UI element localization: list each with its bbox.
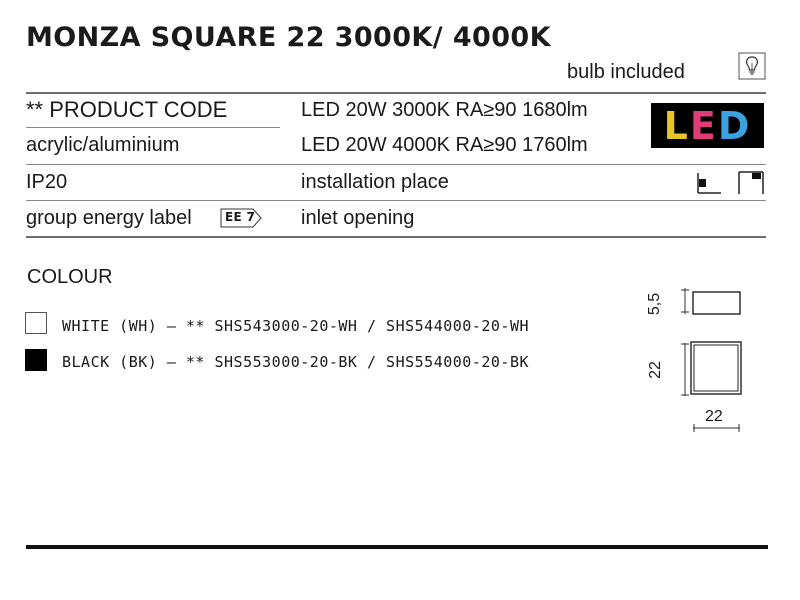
ip-rating-value: IP20 (26, 171, 68, 193)
colour-option-white: WHITE (WH) – ** SHS543000-20-WH / SHS544000-20-WH (62, 317, 530, 335)
led-letter: L (663, 103, 690, 148)
material-value: acrylic/aluminium (26, 134, 180, 156)
lightbulb-icon (738, 52, 766, 80)
table-row-divider (26, 127, 280, 128)
dimension-height-label: 5,5 (646, 292, 664, 316)
table-bottom-rule (26, 236, 766, 238)
black-swatch (25, 349, 47, 371)
inlet-opening-label: inlet opening (301, 207, 415, 229)
wall-mount-icon (697, 170, 723, 196)
installation-place-label: installation place (301, 171, 449, 193)
white-swatch (25, 312, 47, 334)
dimension-depth-label: 22 (646, 361, 664, 379)
product-code-header: ** PRODUCT CODE (26, 97, 228, 122)
led-letter: E (689, 103, 718, 148)
bulb-included-label: bulb included (567, 61, 685, 83)
colour-option-black: BLACK (BK) – ** SHS553000-20-BK / SHS554000-20-BK (62, 353, 530, 371)
table-top-rule (26, 92, 766, 94)
bottom-rule (26, 545, 768, 549)
dimension-width-label: 22 (705, 408, 723, 425)
spec-led-3000k: LED 20W 3000K RA≥90 1680lm (301, 99, 588, 121)
spec-led-4000k: LED 20W 4000K RA≥90 1760lm (301, 134, 588, 156)
ceiling-mount-icon (738, 170, 764, 196)
table-row-divider (26, 200, 766, 201)
colour-heading: COLOUR (27, 266, 113, 288)
led-letter: D (717, 103, 752, 148)
energy-label-badge: EE 7 (225, 210, 256, 224)
led-logo (651, 103, 764, 148)
energy-label-caption: group energy label (26, 207, 192, 229)
product-title: MONZA SQUARE 22 3000K/ 4000K (26, 22, 551, 53)
table-row-divider (26, 164, 766, 165)
